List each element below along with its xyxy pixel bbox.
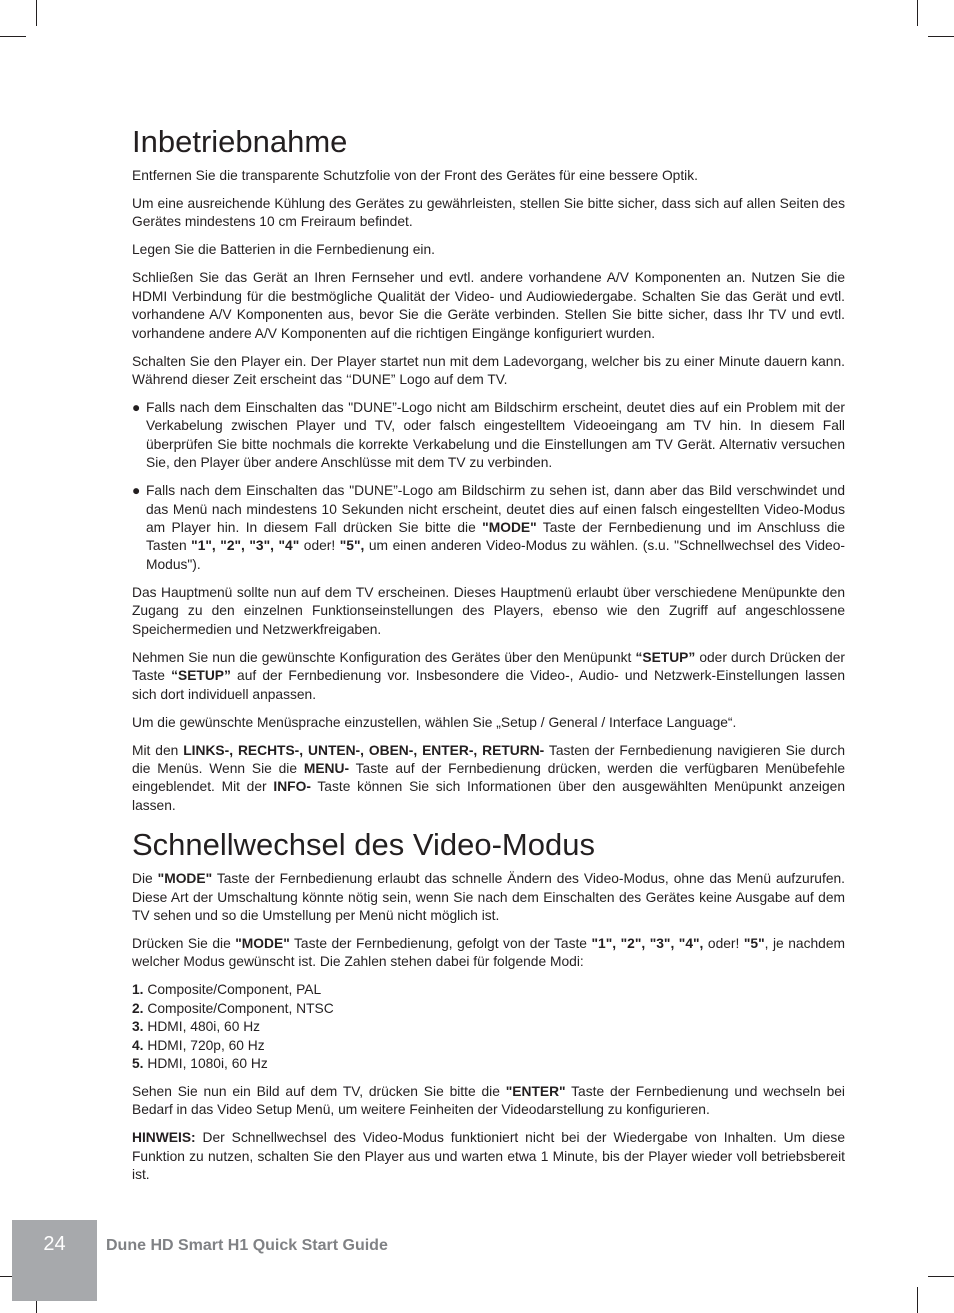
crop-mark [917, 1287, 918, 1313]
list-item: 5. HDMI, 1080i, 60 Hz [132, 1055, 268, 1071]
paragraph: Entfernen Sie die transparente Schutzfolie von der Front des Gerätes für eine bessere Optik. [132, 168, 698, 183]
list-item: 2. Composite/Component, NTSC [132, 1000, 334, 1016]
crop-mark [928, 1276, 954, 1277]
crop-mark [928, 36, 954, 37]
bullet-icon: ● [132, 483, 141, 499]
bullet-item [132, 399, 845, 473]
section-title-inbetriebnahme: Inbetriebnahme [132, 124, 348, 159]
paragraph: Nehmen Sie nun die gewünschte Konfiguration des Gerätes über den Menüpunkt “SETUP” oder durch Drücken der Taste “SETUP” auf der Fernbedienung vor. Insbesondere die Video-, Audio- und Netzwerk-Einstellungen lassen sich dort individuell anpassen. [132, 649, 845, 702]
bullet-item [132, 482, 845, 574]
paragraph: Schalten Sie den Player ein. Der Player startet nun mit dem Ladevorgang, welcher bis zu einer Minute dauern kann. Während dieser Zeit erscheint das ‘‘DUNE” Logo auf dem TV. [132, 353, 845, 388]
section-title-schnellwechsel: Schnellwechsel des Video-Modus [132, 827, 595, 863]
bullet-text: Falls nach dem Einschalten das "DUNE”-Logo am Bildschirm zu sehen ist, dann aber das Bild verschwindet und das Menü nach mindestens 10 Sekunden nicht erscheint, deutet dies auf einen falsch eingestellten Video-Modus am Player hin. In diesem Fall drücken Sie bitte die "MODE" Taste der Fernbedienung und im Anschluss die Tasten "1", "2", "3", "4" oder! "5", um einen anderen Video-Modus zu wählen. (s.u. "Schnellwechsel des Video-Modus"). [146, 483, 845, 572]
note-paragraph: HINWEIS: Der Schnellwechsel des Video-Modus funktioniert nicht bei der Wiedergabe von Inhalten. Um diese Funktion zu nutzen, schalten Sie den Player aus und warten etwa 1 Minute, bis der Player wieder voll betriebsbereit ist. [132, 1130, 845, 1183]
page-number: 24 [43, 1233, 66, 1255]
paragraph: Schließen Sie das Gerät an Ihren Fernseher und evtl. andere vorhandene A/V Komponenten an. Nutzen Sie die HDMI Verbindung für die bestmögliche Qualität der Video- und Audiowiedergabe. Schalten Sie das Gerät und evtl. vorhandene A/V Komponenten aus, bevor Sie die Geräte verbinden. Stellen Sie bitte sicher, dass Ihr TV und evtl. vorhandene andere A/V Komponenten auf die richtigen Eingänge konfiguriert wurden. [132, 270, 845, 341]
list-item: 4. HDMI, 720p, 60 Hz [132, 1037, 265, 1053]
paragraph: Das Hauptmenü sollte nun auf dem TV erscheinen. Dieses Hauptmenü erlaubt über verschiedene Menüpunkte den Zugang zu den einzelnen Funktionseinstellungen des Players, ebenso wie den Zugriff auf angeschlossene Speichermedien und Netzwerkfreigaben. [132, 584, 845, 637]
crop-mark [917, 0, 918, 26]
mode-list [132, 981, 845, 1073]
paragraph: Die "MODE" Taste der Fernbedienung erlaubt das schnelle Ändern des Video-Modus, ohne das Menü aufzurufen. Diese Art der Umschaltung könnte nötig sein, wenn Sie nach dem Einschalten des Gerätes keine Ausgabe auf dem TV sehen und so die Umstellung per Menü nicht möglich ist. [132, 871, 845, 923]
paragraph: Sehen Sie nun ein Bild auf dem TV, drücken Sie bitte die "ENTER" Taste der Fernbedienung und wechseln bei Bedarf in das Video Setup Menü, um weitere Feinheiten der Videodarstellung zu konfigurieren. [132, 1083, 845, 1118]
guide-title: Dune HD Smart H1 Quick Start Guide [106, 1237, 388, 1254]
page-number-box [12, 1220, 97, 1301]
bullet-text: Falls nach dem Einschalten das "DUNE”-Logo nicht am Bildschirm erscheint, deutet dies auf ein Problem mit der Verkabelung zwischen Player und TV, oder falsch eingestelltem Videoeingang am TV hin. In diesem Fall überprüfen Sie bitte nochmals die korrekte Verkabelung und die Einstellungen am TV Gerät. Alternativ versuchen Sie, den Player über andere Anschlüsse mit dem TV zu verbinden. [146, 400, 845, 471]
list-item: 1. Composite/Component, PAL [132, 982, 322, 998]
paragraph: Legen Sie die Batterien in die Fernbedienung ein. [132, 242, 435, 258]
list-item: 3. HDMI, 480i, 60 Hz [132, 1019, 261, 1035]
bullet-icon: ● [132, 400, 141, 416]
page-content [132, 122, 845, 1194]
paragraph: Um eine ausreichende Kühlung des Gerätes zu gewährleisten, stellen Sie bitte sicher, dass sich auf allen Seiten des Gerätes mindestens 10 cm Freiraum befindet. [132, 196, 845, 230]
paragraph: Um die gewünschte Menüsprache einzustellen, wählen Sie „Setup / General / Interface Language“. [132, 714, 737, 730]
paragraph: Drücken Sie die "MODE" Taste der Fernbedienung, gefolgt von der Taste "1", "2", "3", "4", oder! "5", je nachdem welcher Modus gewünscht ist. Die Zahlen stehen dabei für folgende Modi: [132, 935, 845, 970]
crop-mark [0, 36, 26, 37]
crop-mark [36, 0, 37, 26]
paragraph: Mit den LINKS-, RECHTS-, UNTEN-, OBEN-, ENTER-, RETURN- Tasten der Fernbedienung navigieren Sie durch die Menüs. Wenn Sie die MENU- Taste auf der Fernbedienung drücken, werden die verfügbaren Menübefehle eingeblendet. Mit der INFO- Taste können Sie sich Informationen über den ausgewählten Menüpunkt anzeigen lassen. [132, 742, 846, 813]
